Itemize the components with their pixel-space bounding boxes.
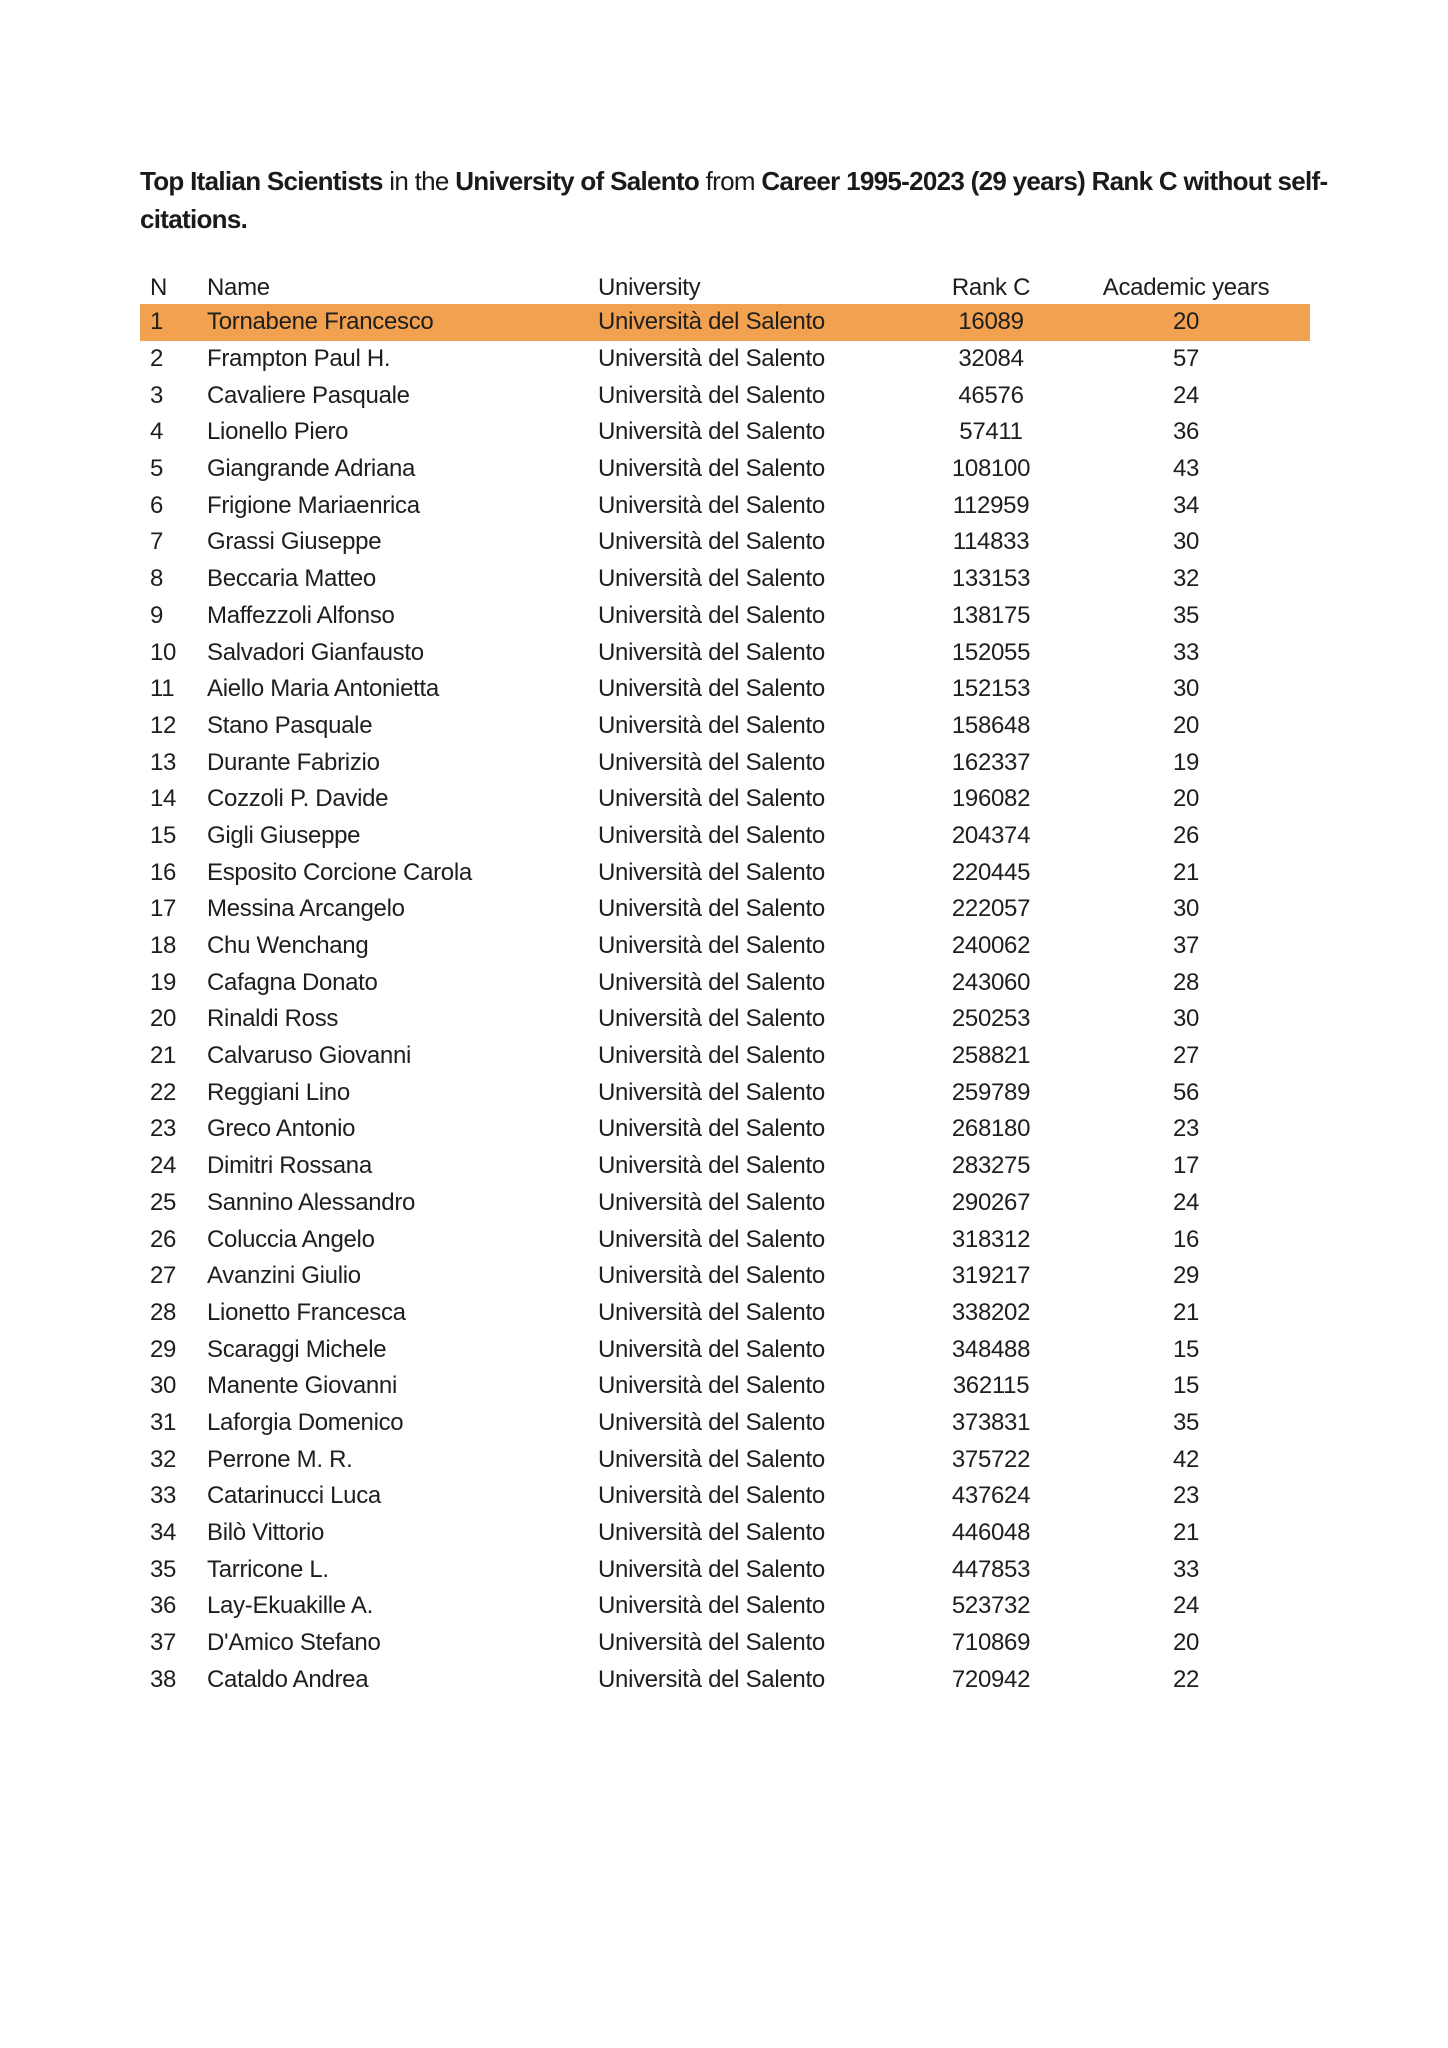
cell-academic-years: 23 xyxy=(1172,1482,1200,1510)
cell-n: 17 xyxy=(150,895,177,923)
cell-name: Scaraggi Michele xyxy=(207,1335,387,1363)
cell-name: Dimitri Rossana xyxy=(207,1152,372,1180)
cell-n: 18 xyxy=(150,932,177,960)
cell-rank-c: 348488 xyxy=(951,1335,1031,1363)
cell-university: Università del Salento xyxy=(598,895,825,923)
cell-academic-years: 57 xyxy=(1172,345,1200,373)
document-title xyxy=(140,162,1380,238)
cell-n: 12 xyxy=(150,711,177,739)
cell-university: Università del Salento xyxy=(598,1482,825,1510)
title-segment: Top Italian Scientists xyxy=(140,166,383,196)
cell-n: 32 xyxy=(150,1445,177,1473)
cell-n: 21 xyxy=(150,1042,177,1070)
cell-n: 23 xyxy=(150,1115,177,1143)
cell-university: Università del Salento xyxy=(598,1408,825,1436)
cell-academic-years: 30 xyxy=(1172,528,1200,556)
cell-rank-c: 319217 xyxy=(951,1262,1031,1290)
cell-academic-years: 30 xyxy=(1172,895,1200,923)
table-row xyxy=(140,781,1310,818)
cell-name: Durante Fabrizio xyxy=(207,748,380,776)
cell-university: Università del Salento xyxy=(598,748,825,776)
cell-name: Perrone M. R. xyxy=(207,1445,353,1473)
cell-rank-c: 268180 xyxy=(951,1115,1031,1143)
cell-n: 3 xyxy=(150,381,164,409)
cell-academic-years: 16 xyxy=(1172,1225,1200,1253)
cell-academic-years: 20 xyxy=(1172,1629,1200,1657)
cell-rank-c: 447853 xyxy=(951,1555,1031,1583)
cell-n: 2 xyxy=(150,345,164,373)
cell-rank-c: 375722 xyxy=(951,1445,1031,1473)
cell-university: Università del Salento xyxy=(598,1005,825,1033)
document-page xyxy=(140,162,1380,1698)
cell-university: Università del Salento xyxy=(598,1042,825,1070)
cell-rank-c: 220445 xyxy=(951,858,1031,886)
cell-rank-c: 720942 xyxy=(951,1665,1031,1693)
cell-academic-years: 22 xyxy=(1172,1665,1200,1693)
cell-name: Reggiani Lino xyxy=(207,1078,350,1106)
cell-n: 38 xyxy=(150,1665,177,1693)
title-segment: citations. xyxy=(140,204,248,234)
cell-n: 15 xyxy=(150,821,177,849)
cell-university: Università del Salento xyxy=(598,418,825,446)
cell-n: 6 xyxy=(150,491,164,519)
cell-rank-c: 204374 xyxy=(951,821,1031,849)
cell-name: Rinaldi Ross xyxy=(207,1005,339,1033)
table-row xyxy=(140,598,1310,635)
cell-n: 10 xyxy=(150,638,177,666)
cell-university: Università del Salento xyxy=(598,1629,825,1657)
table-body xyxy=(140,304,1310,1698)
cell-university: Università del Salento xyxy=(598,528,825,556)
cell-academic-years: 24 xyxy=(1172,1188,1200,1216)
cell-rank-c: 373831 xyxy=(951,1408,1031,1436)
cell-rank-c: 32084 xyxy=(958,345,1024,373)
title-segment: Career 1995-2023 (29 years) Rank C without self- xyxy=(761,166,1328,196)
cell-name: Beccaria Matteo xyxy=(207,565,376,593)
cell-academic-years: 15 xyxy=(1172,1372,1200,1400)
cell-academic-years: 36 xyxy=(1172,418,1200,446)
cell-name: Laforgia Domenico xyxy=(207,1408,404,1436)
cell-university: Università del Salento xyxy=(598,1372,825,1400)
cell-academic-years: 19 xyxy=(1172,748,1200,776)
cell-rank-c: 290267 xyxy=(951,1188,1031,1216)
cell-n: 19 xyxy=(150,968,177,996)
table-row xyxy=(140,891,1310,928)
cell-name: Lionello Piero xyxy=(207,418,349,446)
cell-university: Università del Salento xyxy=(598,1078,825,1106)
cell-university: Università del Salento xyxy=(598,455,825,483)
table-row xyxy=(140,1478,1310,1515)
cell-n: 27 xyxy=(150,1262,177,1290)
cell-name: Lay-Ekuakille A. xyxy=(207,1592,373,1620)
cell-rank-c: 258821 xyxy=(951,1042,1031,1070)
cell-name: Greco Antonio xyxy=(207,1115,356,1143)
cell-academic-years: 26 xyxy=(1172,821,1200,849)
table-row xyxy=(140,341,1310,378)
cell-university: Università del Salento xyxy=(598,1519,825,1547)
cell-university: Università del Salento xyxy=(598,1665,825,1693)
table-row xyxy=(140,634,1310,671)
cell-rank-c: 437624 xyxy=(951,1482,1031,1510)
cell-name: Catarinucci Luca xyxy=(207,1482,381,1510)
cell-university: Università del Salento xyxy=(598,711,825,739)
cell-academic-years: 24 xyxy=(1172,1592,1200,1620)
cell-name: Bilò Vittorio xyxy=(207,1519,325,1547)
cell-university: Università del Salento xyxy=(598,968,825,996)
cell-rank-c: 158648 xyxy=(951,711,1031,739)
table-row xyxy=(140,524,1310,561)
cell-academic-years: 23 xyxy=(1172,1115,1200,1143)
cell-academic-years: 21 xyxy=(1172,858,1200,886)
cell-rank-c: 243060 xyxy=(951,968,1031,996)
document-title-line-1 xyxy=(140,162,1380,200)
cell-n: 7 xyxy=(150,528,164,556)
cell-name: Manente Giovanni xyxy=(207,1372,397,1400)
cell-n: 9 xyxy=(150,601,164,629)
cell-n: 28 xyxy=(150,1298,177,1326)
cell-university: Università del Salento xyxy=(598,1188,825,1216)
cell-academic-years: 34 xyxy=(1172,491,1200,519)
cell-rank-c: 152153 xyxy=(951,675,1031,703)
cell-academic-years: 56 xyxy=(1172,1078,1200,1106)
cell-academic-years: 42 xyxy=(1172,1445,1200,1473)
column-header-academic-years: Academic years xyxy=(1102,274,1270,301)
cell-university: Università del Salento xyxy=(598,858,825,886)
cell-name: Giangrande Adriana xyxy=(207,455,416,483)
table-row xyxy=(140,1148,1310,1185)
cell-rank-c: 138175 xyxy=(951,601,1031,629)
cell-n: 36 xyxy=(150,1592,177,1620)
cell-rank-c: 446048 xyxy=(951,1519,1031,1547)
cell-name: Salvadori Gianfausto xyxy=(207,638,424,666)
cell-academic-years: 29 xyxy=(1172,1262,1200,1290)
cell-rank-c: 112959 xyxy=(952,491,1030,519)
cell-name: Tornabene Francesco xyxy=(207,308,434,336)
cell-rank-c: 57411 xyxy=(959,418,1023,446)
cell-name: Avanzini Giulio xyxy=(207,1262,361,1290)
cell-academic-years: 20 xyxy=(1172,308,1200,336)
table-row xyxy=(140,377,1310,414)
cell-n: 14 xyxy=(150,785,177,813)
table-row xyxy=(140,1405,1310,1442)
table-row xyxy=(140,671,1310,708)
cell-academic-years: 15 xyxy=(1172,1335,1200,1363)
table-header-row xyxy=(140,273,1310,303)
cell-academic-years: 33 xyxy=(1172,638,1200,666)
cell-n: 5 xyxy=(150,455,164,483)
cell-academic-years: 35 xyxy=(1172,601,1200,629)
cell-university: Università del Salento xyxy=(598,1225,825,1253)
cell-n: 22 xyxy=(150,1078,177,1106)
cell-rank-c: 196082 xyxy=(951,785,1031,813)
cell-n: 4 xyxy=(150,418,164,446)
cell-n: 31 xyxy=(150,1408,177,1436)
cell-rank-c: 318312 xyxy=(951,1225,1031,1253)
table-row xyxy=(140,1368,1310,1405)
cell-university: Università del Salento xyxy=(598,601,825,629)
cell-rank-c: 16089 xyxy=(958,308,1024,336)
table-row xyxy=(140,414,1310,451)
cell-rank-c: 162337 xyxy=(951,748,1031,776)
column-header-name: Name xyxy=(207,274,270,301)
column-header-n: N xyxy=(150,274,168,301)
cell-name: Sannino Alessandro xyxy=(207,1188,416,1216)
cell-university: Università del Salento xyxy=(598,638,825,666)
cell-n: 35 xyxy=(150,1555,177,1583)
cell-university: Università del Salento xyxy=(598,1262,825,1290)
cell-n: 30 xyxy=(150,1372,177,1400)
cell-n: 34 xyxy=(150,1519,177,1547)
cell-n: 1 xyxy=(150,308,164,336)
cell-name: Cozzoli P. Davide xyxy=(207,785,389,813)
cell-name: Calvaruso Giovanni xyxy=(207,1042,412,1070)
cell-rank-c: 710869 xyxy=(951,1629,1031,1657)
cell-university: Università del Salento xyxy=(598,345,825,373)
cell-name: Lionetto Francesca xyxy=(207,1298,406,1326)
cell-name: Frigione Mariaenrica xyxy=(207,491,420,519)
table-row xyxy=(140,964,1310,1001)
cell-university: Università del Salento xyxy=(598,785,825,813)
cell-name: Gigli Giuseppe xyxy=(207,821,361,849)
column-header-university: University xyxy=(598,274,701,301)
title-segment: from xyxy=(699,166,762,196)
cell-university: Università del Salento xyxy=(598,1152,825,1180)
cell-rank-c: 108100 xyxy=(951,455,1031,483)
table-row xyxy=(140,1661,1310,1698)
table-row xyxy=(140,451,1310,488)
cell-academic-years: 43 xyxy=(1172,455,1200,483)
cell-rank-c: 152055 xyxy=(951,638,1031,666)
document-title-line-2 xyxy=(140,200,1380,238)
table-row-highlighted xyxy=(140,304,1310,341)
table-row xyxy=(140,1441,1310,1478)
cell-name: Frampton Paul H. xyxy=(207,345,391,373)
cell-academic-years: 27 xyxy=(1172,1042,1200,1070)
cell-name: Cavaliere Pasquale xyxy=(207,381,410,409)
cell-university: Università del Salento xyxy=(598,565,825,593)
table-row xyxy=(140,1221,1310,1258)
table-row xyxy=(140,1111,1310,1148)
cell-name: D'Amico Stefano xyxy=(207,1629,381,1657)
cell-rank-c: 133153 xyxy=(951,565,1031,593)
table-row xyxy=(140,818,1310,855)
cell-academic-years: 30 xyxy=(1172,675,1200,703)
cell-n: 16 xyxy=(150,858,177,886)
table-row xyxy=(140,1001,1310,1038)
cell-academic-years: 35 xyxy=(1172,1408,1200,1436)
cell-rank-c: 240062 xyxy=(951,932,1031,960)
cell-academic-years: 37 xyxy=(1172,932,1200,960)
table-row xyxy=(140,854,1310,891)
cell-name: Grassi Giuseppe xyxy=(207,528,382,556)
cell-university: Università del Salento xyxy=(598,675,825,703)
cell-name: Messina Arcangelo xyxy=(207,895,405,923)
cell-n: 24 xyxy=(150,1152,177,1180)
cell-academic-years: 21 xyxy=(1172,1298,1200,1326)
cell-rank-c: 283275 xyxy=(951,1152,1031,1180)
table-row xyxy=(140,1331,1310,1368)
cell-university: Università del Salento xyxy=(598,932,825,960)
cell-academic-years: 30 xyxy=(1172,1005,1200,1033)
cell-university: Università del Salento xyxy=(598,1592,825,1620)
cell-rank-c: 523732 xyxy=(951,1592,1031,1620)
cell-rank-c: 222057 xyxy=(951,895,1031,923)
cell-academic-years: 32 xyxy=(1172,565,1200,593)
title-segment: in the xyxy=(382,166,456,196)
table-row xyxy=(140,1038,1310,1075)
cell-academic-years: 24 xyxy=(1172,381,1200,409)
cell-name: Maffezzoli Alfonso xyxy=(207,601,395,629)
cell-university: Università del Salento xyxy=(598,1335,825,1363)
cell-academic-years: 20 xyxy=(1172,711,1200,739)
cell-university: Università del Salento xyxy=(598,308,825,336)
cell-university: Università del Salento xyxy=(598,1115,825,1143)
cell-name: Coluccia Angelo xyxy=(207,1225,375,1253)
cell-n: 29 xyxy=(150,1335,177,1363)
table-row xyxy=(140,1185,1310,1222)
column-header-rank-c: Rank C xyxy=(951,274,1031,301)
cell-n: 26 xyxy=(150,1225,177,1253)
cell-university: Università del Salento xyxy=(598,491,825,519)
cell-rank-c: 250253 xyxy=(951,1005,1031,1033)
cell-n: 8 xyxy=(150,565,164,593)
cell-academic-years: 33 xyxy=(1172,1555,1200,1583)
table-row xyxy=(140,1074,1310,1111)
table-row xyxy=(140,561,1310,598)
table-row xyxy=(140,1588,1310,1625)
cell-n: 20 xyxy=(150,1005,177,1033)
cell-n: 25 xyxy=(150,1188,177,1216)
cell-n: 11 xyxy=(150,675,175,703)
table-row xyxy=(140,928,1310,965)
cell-university: Università del Salento xyxy=(598,1445,825,1473)
cell-name: Cataldo Andrea xyxy=(207,1665,369,1693)
cell-academic-years: 28 xyxy=(1172,968,1200,996)
cell-name: Tarricone L. xyxy=(207,1555,329,1583)
cell-rank-c: 338202 xyxy=(951,1298,1031,1326)
cell-rank-c: 114833 xyxy=(952,528,1030,556)
cell-rank-c: 259789 xyxy=(951,1078,1031,1106)
cell-rank-c: 362115 xyxy=(952,1372,1030,1400)
table-row xyxy=(140,1258,1310,1295)
cell-name: Cafagna Donato xyxy=(207,968,378,996)
table-row xyxy=(140,1625,1310,1662)
cell-university: Università del Salento xyxy=(598,821,825,849)
scientists-table xyxy=(140,273,1310,1698)
cell-university: Università del Salento xyxy=(598,381,825,409)
cell-academic-years: 17 xyxy=(1172,1152,1200,1180)
cell-n: 33 xyxy=(150,1482,177,1510)
cell-name: Stano Pasquale xyxy=(207,711,373,739)
cell-n: 13 xyxy=(150,748,177,776)
table-row xyxy=(140,1295,1310,1332)
table-row xyxy=(140,708,1310,745)
cell-academic-years: 21 xyxy=(1172,1519,1200,1547)
table-row xyxy=(140,1515,1310,1552)
table-row xyxy=(140,1551,1310,1588)
cell-rank-c: 46576 xyxy=(958,381,1024,409)
table-row xyxy=(140,487,1310,524)
cell-name: Aiello Maria Antonietta xyxy=(207,675,439,703)
cell-university: Università del Salento xyxy=(598,1298,825,1326)
cell-university: Università del Salento xyxy=(598,1555,825,1583)
title-segment: University of Salento xyxy=(455,166,700,196)
table-row xyxy=(140,744,1310,781)
cell-name: Chu Wenchang xyxy=(207,932,369,960)
cell-academic-years: 20 xyxy=(1172,785,1200,813)
cell-n: 37 xyxy=(150,1629,177,1657)
cell-name: Esposito Corcione Carola xyxy=(207,858,472,886)
